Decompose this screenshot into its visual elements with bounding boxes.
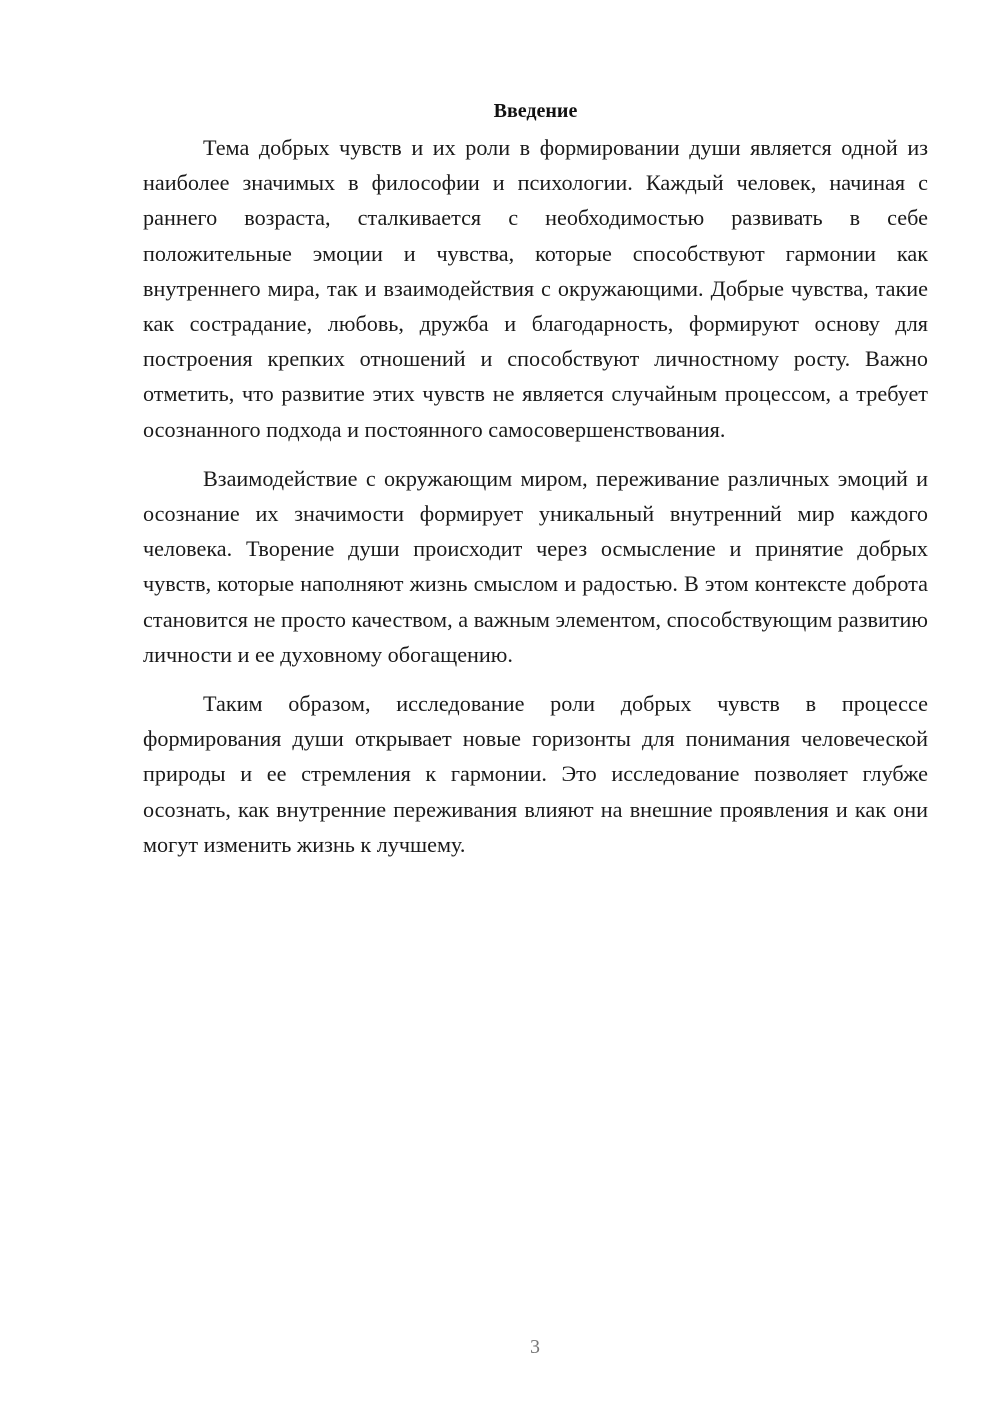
paragraph-1: Тема добрых чувств и их роли в формировании души является одной из наиболее значимых в философии и психологии. Каждый человек, начиная с раннего возраста, сталкивается с необходимостью развивать в себе положительные эмоции и чувства, которые способствуют гармонии как внутреннего мира, так и взаимодействия с окружающими. Добрые чувства, такие как сострадание, любовь, дружба и благодарность, формируют основу для построения крепких отношений и способствуют личностному росту. Важно отметить, что развитие этих чувств не является случайным процессом, а требует осознанного подхода и постоянного самосовершенствования.	[143, 135, 928, 442]
page-content	[143, 96, 928, 862]
paragraph-2: Взаимодействие с окружающим миром, переживание различных эмоций и осознание их значимости формирует уникальный внутренний мир каждого человека. Творение души происходит через осмысление и принятие добрых чувств, которые наполняют жизнь смыслом и радостью. В этом контексте доброта становится не просто качеством, а важным элементом, способствующим развитию личности и ее духовному обогащению.	[143, 465, 928, 667]
paragraph-3: Таким образом, исследование роли добрых чувств в процессе формирования души открывает новые горизонты для понимания человеческой природы и ее стремления к гармонии. Это исследование позволяет глубже осознать, как внутренние переживания влияют на внешние проявления и как они могут изменить жизнь к лучшему.	[143, 691, 928, 857]
page-number: 3	[530, 1336, 540, 1358]
section-title: Введение	[493, 100, 578, 122]
